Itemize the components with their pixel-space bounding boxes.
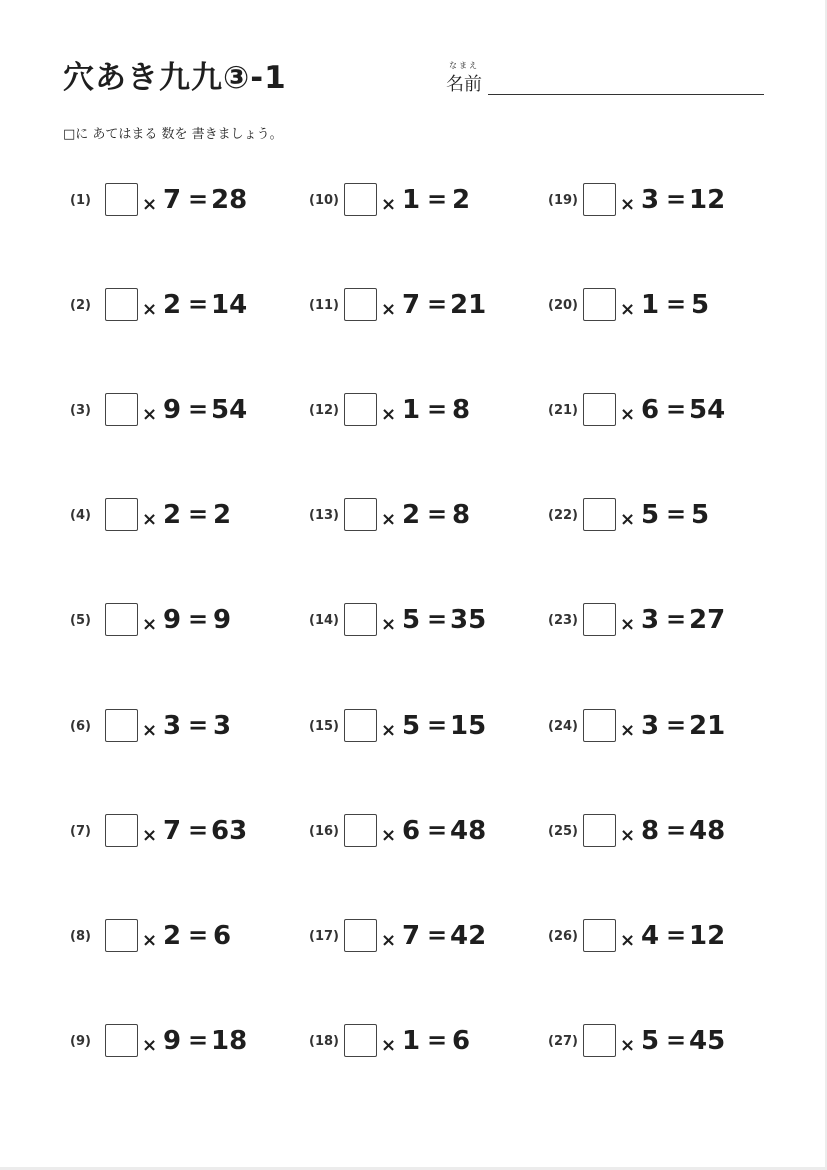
equals-symbol: = bbox=[188, 290, 209, 318]
times-symbol: × bbox=[620, 194, 636, 215]
multiplier: 2 bbox=[163, 500, 182, 530]
product: 21 bbox=[689, 711, 726, 741]
times-symbol: × bbox=[381, 404, 397, 425]
problem-item bbox=[309, 812, 539, 852]
times-symbol: × bbox=[381, 299, 397, 320]
instruction-text: □に あてはまる 数を 書きましょう。 bbox=[63, 127, 283, 142]
problem-number: (1) bbox=[70, 193, 91, 208]
problem-item bbox=[70, 917, 300, 957]
multiplier: 4 bbox=[641, 921, 660, 951]
product: 48 bbox=[450, 816, 487, 846]
equals-symbol: = bbox=[188, 185, 209, 213]
answer-box[interactable] bbox=[344, 709, 377, 742]
problem-number: (20) bbox=[548, 298, 578, 313]
answer-box[interactable] bbox=[105, 603, 138, 636]
problem-number: (27) bbox=[548, 1034, 578, 1049]
times-symbol: × bbox=[620, 825, 636, 846]
multiplier: 3 bbox=[641, 185, 660, 215]
answer-box[interactable] bbox=[105, 393, 138, 426]
problem-number: (25) bbox=[548, 824, 578, 839]
times-symbol: × bbox=[142, 194, 158, 215]
equals-symbol: = bbox=[188, 921, 209, 949]
times-symbol: × bbox=[142, 720, 158, 741]
answer-box[interactable] bbox=[583, 1024, 616, 1057]
equals-symbol: = bbox=[427, 500, 448, 528]
product: 45 bbox=[689, 1026, 726, 1056]
product: 3 bbox=[213, 711, 232, 741]
equals-symbol: = bbox=[427, 816, 448, 844]
multiplier: 9 bbox=[163, 395, 182, 425]
problem-item bbox=[309, 707, 539, 747]
product: 42 bbox=[450, 921, 487, 951]
product: 2 bbox=[213, 500, 232, 530]
multiplier: 8 bbox=[641, 816, 660, 846]
problem-item bbox=[70, 181, 300, 221]
problem-item bbox=[70, 286, 300, 326]
problem-item bbox=[309, 181, 539, 221]
problem-number: (26) bbox=[548, 929, 578, 944]
problem-number: (2) bbox=[70, 298, 91, 313]
answer-box[interactable] bbox=[344, 288, 377, 321]
product: 5 bbox=[691, 500, 710, 530]
worksheet-title: 穴あき九九③-1 bbox=[63, 60, 287, 96]
problem-number: (8) bbox=[70, 929, 91, 944]
times-symbol: × bbox=[142, 509, 158, 530]
times-symbol: × bbox=[381, 509, 397, 530]
problem-number: (5) bbox=[70, 613, 91, 628]
product: 54 bbox=[211, 395, 248, 425]
multiplier: 5 bbox=[402, 605, 421, 635]
multiplier: 5 bbox=[641, 1026, 660, 1056]
product: 21 bbox=[450, 290, 487, 320]
problem-item bbox=[309, 1022, 539, 1062]
product: 28 bbox=[211, 185, 248, 215]
name-field-line[interactable] bbox=[488, 94, 764, 95]
answer-box[interactable] bbox=[583, 393, 616, 426]
equals-symbol: = bbox=[427, 185, 448, 213]
problem-number: (17) bbox=[309, 929, 339, 944]
product: 48 bbox=[689, 816, 726, 846]
multiplier: 1 bbox=[402, 395, 421, 425]
product: 8 bbox=[452, 395, 471, 425]
times-symbol: × bbox=[142, 930, 158, 951]
problem-number: (3) bbox=[70, 403, 91, 418]
problem-item bbox=[548, 1022, 778, 1062]
equals-symbol: = bbox=[666, 605, 687, 633]
equals-symbol: = bbox=[666, 395, 687, 423]
times-symbol: × bbox=[381, 720, 397, 741]
answer-box[interactable] bbox=[105, 183, 138, 216]
multiplier: 7 bbox=[402, 921, 421, 951]
times-symbol: × bbox=[381, 194, 397, 215]
times-symbol: × bbox=[620, 1035, 636, 1056]
product: 5 bbox=[691, 290, 710, 320]
times-symbol: × bbox=[620, 720, 636, 741]
equals-symbol: = bbox=[188, 711, 209, 739]
multiplier: 5 bbox=[402, 711, 421, 741]
equals-symbol: = bbox=[666, 500, 687, 528]
problem-item bbox=[309, 286, 539, 326]
problem-number: (24) bbox=[548, 719, 578, 734]
multiplier: 6 bbox=[402, 816, 421, 846]
problem-number: (22) bbox=[548, 508, 578, 523]
times-symbol: × bbox=[381, 825, 397, 846]
equals-symbol: = bbox=[188, 605, 209, 633]
multiplier: 3 bbox=[641, 605, 660, 635]
multiplier: 1 bbox=[641, 290, 660, 320]
product: 35 bbox=[450, 605, 487, 635]
problem-item bbox=[309, 601, 539, 641]
problem-item bbox=[548, 601, 778, 641]
problem-item bbox=[309, 496, 539, 536]
answer-box[interactable] bbox=[583, 183, 616, 216]
problem-item bbox=[70, 496, 300, 536]
times-symbol: × bbox=[620, 509, 636, 530]
equals-symbol: = bbox=[427, 1026, 448, 1054]
problem-number: (9) bbox=[70, 1034, 91, 1049]
multiplier: 7 bbox=[163, 816, 182, 846]
answer-box[interactable] bbox=[583, 919, 616, 952]
problem-number: (6) bbox=[70, 719, 91, 734]
multiplier: 1 bbox=[402, 1026, 421, 1056]
product: 9 bbox=[213, 605, 232, 635]
times-symbol: × bbox=[142, 1035, 158, 1056]
answer-box[interactable] bbox=[344, 1024, 377, 1057]
equals-symbol: = bbox=[427, 921, 448, 949]
equals-symbol: = bbox=[666, 1026, 687, 1054]
problem-number: (18) bbox=[309, 1034, 339, 1049]
multiplier: 1 bbox=[402, 185, 421, 215]
times-symbol: × bbox=[620, 404, 636, 425]
problem-number: (13) bbox=[309, 508, 339, 523]
times-symbol: × bbox=[381, 614, 397, 635]
answer-box[interactable] bbox=[344, 183, 377, 216]
answer-box[interactable] bbox=[344, 919, 377, 952]
name-ruby: なまえ bbox=[449, 61, 479, 70]
product: 12 bbox=[689, 185, 726, 215]
problem-number: (4) bbox=[70, 508, 91, 523]
problem-item bbox=[309, 917, 539, 957]
problem-number: (7) bbox=[70, 824, 91, 839]
multiplier: 2 bbox=[163, 290, 182, 320]
problem-item bbox=[70, 707, 300, 747]
problem-item bbox=[70, 1022, 300, 1062]
multiplier: 3 bbox=[641, 711, 660, 741]
times-symbol: × bbox=[142, 825, 158, 846]
times-symbol: × bbox=[620, 930, 636, 951]
answer-box[interactable] bbox=[105, 1024, 138, 1057]
times-symbol: × bbox=[142, 299, 158, 320]
problem-number: (23) bbox=[548, 613, 578, 628]
answer-box[interactable] bbox=[583, 498, 616, 531]
multiplier: 3 bbox=[163, 711, 182, 741]
equals-symbol: = bbox=[666, 711, 687, 739]
times-symbol: × bbox=[620, 614, 636, 635]
equals-symbol: = bbox=[427, 290, 448, 318]
equals-symbol: = bbox=[666, 921, 687, 949]
equals-symbol: = bbox=[188, 816, 209, 844]
problem-item bbox=[548, 812, 778, 852]
product: 54 bbox=[689, 395, 726, 425]
equals-symbol: = bbox=[427, 605, 448, 633]
times-symbol: × bbox=[381, 930, 397, 951]
product: 6 bbox=[213, 921, 232, 951]
answer-box[interactable] bbox=[344, 603, 377, 636]
answer-box[interactable] bbox=[105, 498, 138, 531]
multiplier: 5 bbox=[641, 500, 660, 530]
name-label: 名前 bbox=[446, 74, 482, 95]
product: 8 bbox=[452, 500, 471, 530]
product: 2 bbox=[452, 185, 471, 215]
problem-number: (12) bbox=[309, 403, 339, 418]
answer-box[interactable] bbox=[583, 288, 616, 321]
problem-number: (10) bbox=[309, 193, 339, 208]
equals-symbol: = bbox=[666, 816, 687, 844]
product: 63 bbox=[211, 816, 248, 846]
problem-item bbox=[548, 496, 778, 536]
multiplier: 7 bbox=[402, 290, 421, 320]
answer-box[interactable] bbox=[344, 498, 377, 531]
problem-item bbox=[70, 812, 300, 852]
problem-item bbox=[309, 391, 539, 431]
problem-number: (19) bbox=[548, 193, 578, 208]
problem-item bbox=[548, 286, 778, 326]
answer-box[interactable] bbox=[583, 709, 616, 742]
answer-box[interactable] bbox=[583, 603, 616, 636]
problem-item bbox=[548, 181, 778, 221]
problem-number: (15) bbox=[309, 719, 339, 734]
equals-symbol: = bbox=[188, 395, 209, 423]
multiplier: 6 bbox=[641, 395, 660, 425]
equals-symbol: = bbox=[188, 1026, 209, 1054]
equals-symbol: = bbox=[427, 711, 448, 739]
problem-number: (21) bbox=[548, 403, 578, 418]
times-symbol: × bbox=[142, 404, 158, 425]
answer-box[interactable] bbox=[105, 919, 138, 952]
times-symbol: × bbox=[381, 1035, 397, 1056]
problem-number: (14) bbox=[309, 613, 339, 628]
equals-symbol: = bbox=[427, 395, 448, 423]
problem-item bbox=[548, 391, 778, 431]
equals-symbol: = bbox=[666, 290, 687, 318]
equals-symbol: = bbox=[666, 185, 687, 213]
answer-box[interactable] bbox=[105, 814, 138, 847]
multiplier: 9 bbox=[163, 605, 182, 635]
answer-box[interactable] bbox=[105, 288, 138, 321]
product: 6 bbox=[452, 1026, 471, 1056]
product: 15 bbox=[450, 711, 487, 741]
answer-box[interactable] bbox=[344, 393, 377, 426]
answer-box[interactable] bbox=[344, 814, 377, 847]
product: 27 bbox=[689, 605, 726, 635]
answer-box[interactable] bbox=[105, 709, 138, 742]
product: 14 bbox=[211, 290, 248, 320]
times-symbol: × bbox=[620, 299, 636, 320]
multiplier: 9 bbox=[163, 1026, 182, 1056]
equals-symbol: = bbox=[188, 500, 209, 528]
name-block bbox=[446, 60, 766, 100]
answer-box[interactable] bbox=[583, 814, 616, 847]
problem-item bbox=[70, 601, 300, 641]
product: 18 bbox=[211, 1026, 248, 1056]
problem-item bbox=[548, 707, 778, 747]
multiplier: 2 bbox=[163, 921, 182, 951]
problem-item bbox=[70, 391, 300, 431]
product: 12 bbox=[689, 921, 726, 951]
problem-number: (16) bbox=[309, 824, 339, 839]
problem-item bbox=[548, 917, 778, 957]
multiplier: 2 bbox=[402, 500, 421, 530]
multiplier: 7 bbox=[163, 185, 182, 215]
times-symbol: × bbox=[142, 614, 158, 635]
problem-number: (11) bbox=[309, 298, 339, 313]
